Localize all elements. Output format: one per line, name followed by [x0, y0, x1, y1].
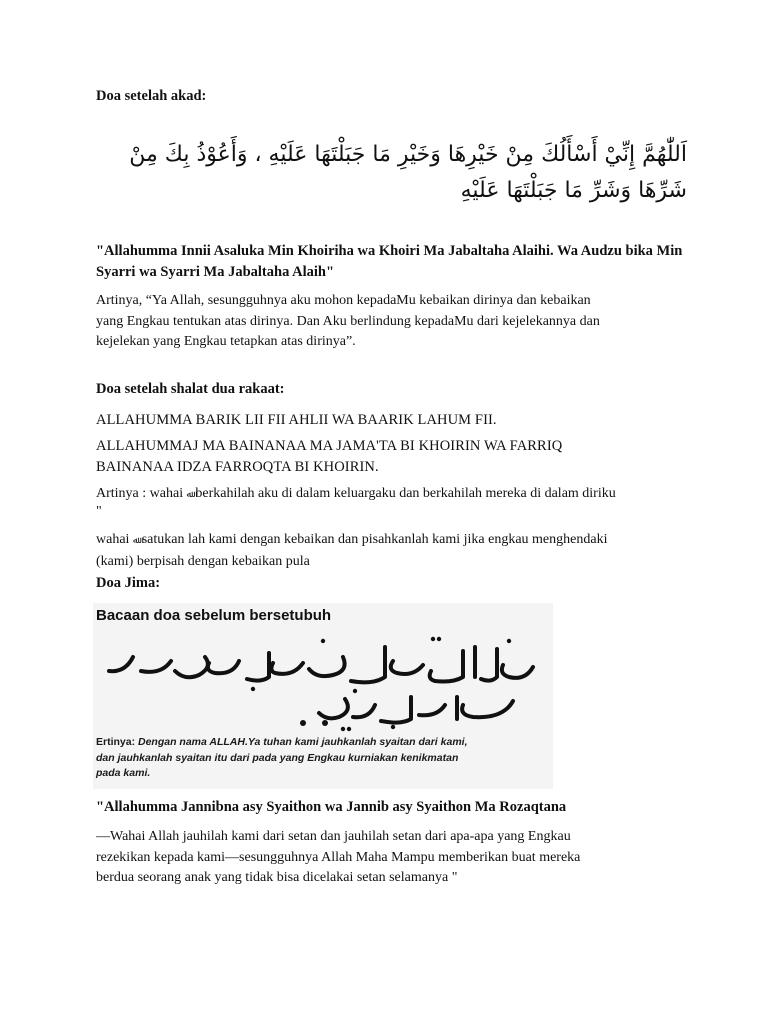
- meaning-jima-line-2: rezekikan kepada kami—sesungguhnya Allah Maha Mampu memberikan buat mereka: [96, 849, 581, 865]
- translation-shalat-1-prefix: Artinya : wahai: [96, 486, 187, 501]
- heading-doa-setelah-akad: Doa setelah akad:: [96, 88, 207, 104]
- figure-caption-line-2: dan jauhkanlah syaitan itu dari pada yang Engkau kurniakan kenikmatan: [96, 751, 459, 764]
- figure-caption-line-3: pada kami.: [96, 767, 151, 779]
- translation-akad-line-3: kejelekan yang Engkau tetapkan atas dirinya”.: [96, 334, 356, 349]
- prayer-line-jama-1: ALLAHUMMAJ MA BAINANAA MA JAMA'TA BI KHOIRIN WA FARRIQ: [96, 438, 563, 454]
- arabic-calligraphy-image: [93, 627, 553, 737]
- prayer-line-jama: [96, 436, 696, 478]
- translation-akad: [96, 291, 706, 353]
- translation-shalat-1: [96, 484, 706, 518]
- translation-shalat-2-text: satukan lah kami dengan kebaikan dan pisahkanlah kami jika engkau menghendaki: [138, 532, 608, 547]
- meaning-jima-line-1: —Wahai Allah jauhilah kami dari setan dan jauhilah setan dari apa-apa yang Engkau: [96, 829, 571, 844]
- translation-shalat-1-text: berkahilah aku di dalam keluargaku dan berkahilah mereka di dalam diriku: [191, 486, 616, 501]
- arabic-line-2: شَرِّهَا وَشَرِّ مَا جَبَلْتَهَا عَلَيْهِ: [460, 178, 687, 203]
- translation-shalat-1-quote: ": [96, 503, 102, 519]
- latin-transliteration-akad: "Allahumma Innii Asaluka Min Khoiriha wa Khoiri Ma Jabaltaha Alaihi. Wa Audzu bika Min Syarri wa Syarri Ma Jabaltaha Alaih": [96, 243, 683, 280]
- figure-title: Bacaan doa sebelum bersetubuh: [96, 607, 332, 624]
- meaning-jima: [96, 827, 716, 889]
- heading-doa-shalat-dua-rakaat: Doa setelah shalat dua rakaat:: [96, 381, 285, 397]
- translation-shalat-2-line-2: (kami) berpisah dengan kebaikan pula: [96, 553, 310, 569]
- latin-transliteration-jima: "Allahumma Jannibna asy Syaithon wa Jannib asy Syaithon Ma Rozaqtana: [96, 799, 567, 815]
- figure-doa-sebelum-bersetubuh: [93, 603, 553, 789]
- translation-shalat-2-prefix: wahai: [96, 532, 133, 547]
- arabic-line-1: اَللّٰهُمَّ إِنِّيْ أَسْأَلُكَ مِنْ خَيْرِهَا وَخَيْرِ مَا جَبَلْتَهَا عَلَيْهِ ، وَأَعُوْذُ بِكَ مِنْ: [129, 142, 687, 167]
- prayer-line-barik: ALLAHUMMA BARIK LII FII AHLII WA BAARIK LAHUM FII.: [96, 412, 497, 428]
- arabic-prayer-akad: [90, 137, 687, 209]
- figure-caption-lead: Ertinya:: [96, 736, 136, 748]
- figure-caption-line-1: Dengan nama ALLAH.Ya tuhan kami jauhkanlah syaitan dari kami,: [135, 736, 468, 748]
- translation-akad-line-2: yang Engkau tentukan atas dirinya. Dan Aku berlindung kepadaMu dari kejelekannya dan: [96, 313, 600, 329]
- allah-glyph: ﷲ: [186, 490, 192, 500]
- translation-shalat-2: [96, 530, 706, 572]
- allah-glyph-2: ﷲ: [132, 536, 139, 546]
- heading-doa-jima: Doa Jima:: [96, 575, 161, 591]
- prayer-line-jama-2: BAINANAA IDZA FARROQTA BI KHOIRIN.: [96, 459, 379, 475]
- translation-akad-line-1: Artinya, “Ya Allah, sesungguhnya aku mohon kepadaMu kebaikan dirinya dan kebaikan: [96, 293, 591, 308]
- figure-caption: [96, 735, 536, 782]
- meaning-jima-line-3: berdua seorang anak yang tidak bisa dicelakai setan selamanya ": [96, 870, 458, 885]
